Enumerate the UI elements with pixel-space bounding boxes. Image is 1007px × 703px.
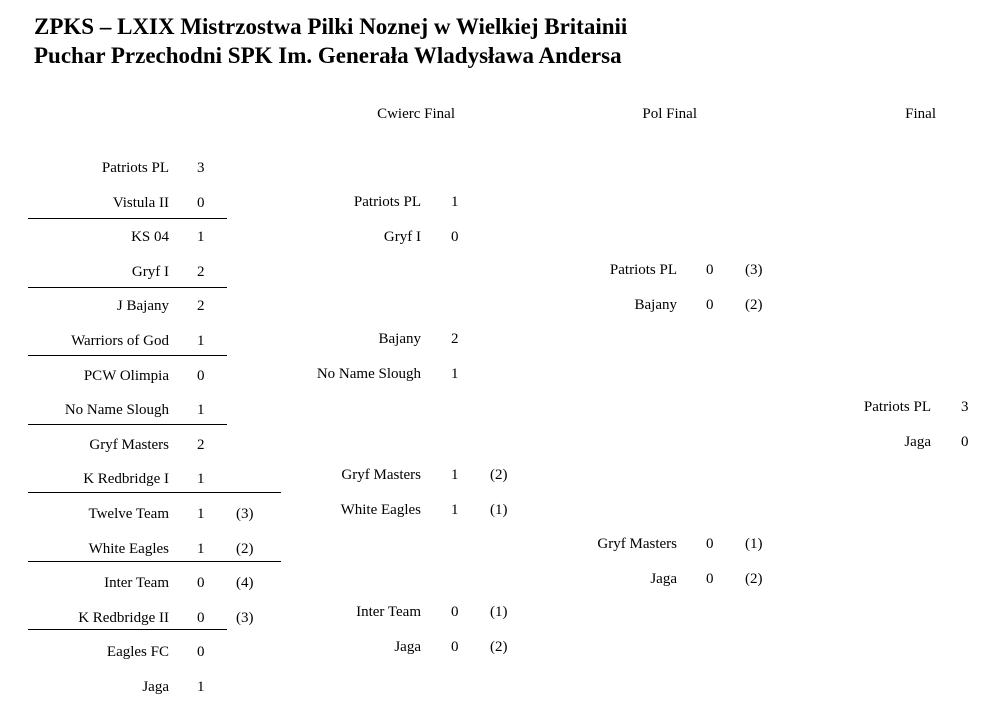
column-header-semifinal: Pol Final: [642, 106, 697, 122]
round1-score: 1: [197, 471, 205, 487]
round1-score: 0: [197, 610, 205, 626]
round1-team: Gryf Masters: [89, 437, 169, 453]
match-separator-line: [28, 287, 227, 288]
round1-score: 1: [197, 333, 205, 349]
quarterfinal-team: Inter Team: [356, 604, 421, 620]
semifinal-penalty-score: (2): [745, 297, 763, 313]
quarterfinal-team: Gryf Masters: [341, 467, 421, 483]
quarterfinal-penalty-score: (2): [490, 467, 508, 483]
round1-penalty-score: (3): [236, 610, 254, 626]
round1-score: 1: [197, 229, 205, 245]
quarterfinal-score: 2: [451, 331, 459, 347]
quarterfinal-team: Gryf I: [383, 229, 421, 245]
semifinal-score: 0: [706, 297, 714, 313]
round1-score: 2: [197, 437, 205, 453]
round1-score: 1: [197, 506, 205, 522]
quarterfinal-team: Jaga: [394, 639, 421, 655]
round1-score: 3: [197, 160, 205, 176]
round1-score: 0: [197, 195, 205, 211]
semifinal-penalty-score: (2): [745, 571, 763, 587]
quarterfinal-penalty-score: (2): [490, 639, 508, 655]
round1-score: 2: [197, 298, 205, 314]
round1-score: 2: [197, 264, 205, 280]
final-team: Jaga: [904, 434, 931, 450]
quarterfinal-team: Bajany: [378, 331, 421, 347]
quarterfinal-team: No Name Slough: [316, 366, 421, 382]
semifinal-penalty-score: (1): [745, 536, 763, 552]
match-separator-line: [28, 561, 281, 562]
round1-team: K Redbridge II: [78, 610, 169, 626]
round1-score: 1: [197, 679, 205, 695]
match-separator-line: [28, 355, 227, 356]
match-separator-line: [28, 218, 227, 219]
quarterfinal-score: 1: [451, 502, 459, 518]
round1-score: 0: [197, 575, 205, 591]
round1-penalty-score: (4): [236, 575, 254, 591]
round1-team: J Bajany: [116, 298, 169, 314]
quarterfinal-score: 1: [451, 366, 459, 382]
round1-team: Jaga: [142, 679, 169, 695]
round1-team: Twelve Team: [88, 506, 169, 522]
quarterfinal-score: 0: [451, 604, 459, 620]
round1-penalty-score: (3): [236, 506, 254, 522]
page-title: ZPKS – LXIX Mistrzostwa Pilki Noznej w Wielkiej Britainii: [34, 14, 628, 39]
match-separator-line: [28, 424, 227, 425]
semifinal-score: 0: [706, 262, 714, 278]
semifinal-team: Jaga: [650, 571, 677, 587]
round1-team: Eagles FC: [106, 644, 169, 660]
semifinal-score: 0: [706, 536, 714, 552]
quarterfinal-penalty-score: (1): [490, 604, 508, 620]
round1-penalty-score: (2): [236, 541, 254, 557]
column-header-final: Final: [905, 106, 936, 122]
semifinal-team: Gryf Masters: [597, 536, 677, 552]
quarterfinal-score: 0: [451, 639, 459, 655]
round1-score: 0: [197, 368, 205, 384]
column-header-quarterfinal: Cwierc Final: [377, 106, 455, 122]
final-score: 0: [961, 434, 969, 450]
semifinal-score: 0: [706, 571, 714, 587]
round1-team: Gryf I: [131, 264, 169, 280]
round1-score: 1: [197, 541, 205, 557]
quarterfinal-score: 1: [451, 467, 459, 483]
match-separator-line: [28, 629, 227, 630]
round1-team: PCW Olimpia: [83, 368, 169, 384]
final-score: 3: [961, 399, 969, 415]
quarterfinal-penalty-score: (1): [490, 502, 508, 518]
semifinal-team: Patriots PL: [609, 262, 677, 278]
round1-team: KS 04: [131, 229, 169, 245]
final-team: Patriots PL: [863, 399, 931, 415]
round1-score: 1: [197, 402, 205, 418]
round1-team: Patriots PL: [101, 160, 169, 176]
semifinal-penalty-score: (3): [745, 262, 763, 278]
quarterfinal-team: White Eagles: [340, 502, 421, 518]
quarterfinal-score: 1: [451, 194, 459, 210]
page-subtitle: Puchar Przechodni SPK Im. Generała Wladysława Andersa: [34, 43, 622, 68]
round1-team: K Redbridge I: [83, 471, 169, 487]
round1-team: Inter Team: [104, 575, 169, 591]
round1-team: No Name Slough: [64, 402, 169, 418]
semifinal-team: Bajany: [634, 297, 677, 313]
round1-team: Warriors of God: [71, 333, 169, 349]
quarterfinal-score: 0: [451, 229, 459, 245]
round1-team: White Eagles: [88, 541, 169, 557]
quarterfinal-team: Patriots PL: [353, 194, 421, 210]
round1-team: Vistula II: [112, 195, 169, 211]
round1-score: 0: [197, 644, 205, 660]
match-separator-line: [28, 492, 281, 493]
